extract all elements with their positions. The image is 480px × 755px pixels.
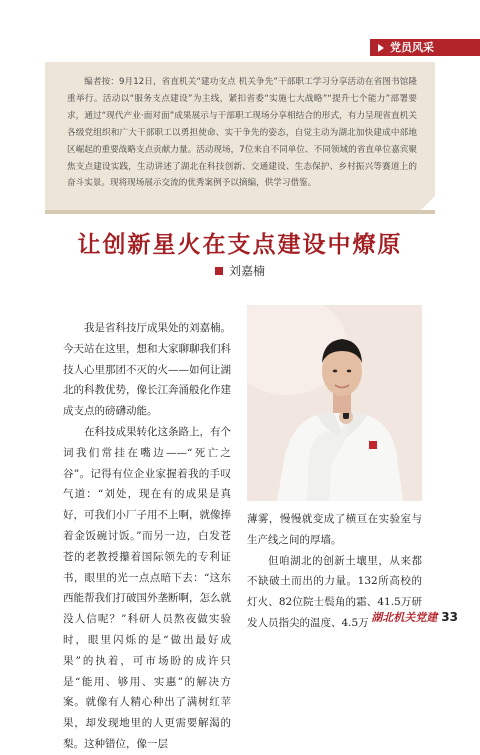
speaker-illustration [247,305,422,501]
section-label: 党员风采 [370,39,480,56]
page-footer [371,609,458,625]
article-left-column [63,318,231,755]
paragraph: 我是省科技厅成果处的刘嘉楠。今天站在这里，想和大家聊聊我们科技人心里那团不灭的火——如何让湖北的科教优势，像长江奔涌般化作建成支点的磅礴动能。 [63,322,231,418]
paragraph: 但咱湖北的创新土壤里，从来都不缺破土而出的力量。132所高校的灯火、82位院士鬓角的霜、41.5万研发人员指尖的温度、4.5万 [247,554,422,629]
author-line [0,262,480,279]
author-name: 刘嘉楠 [228,264,265,278]
paragraph: 在科技成果转化这条路上，有个词我们常挂在嘴边——“死亡之谷”。记得有位企业家握着我的手叹气道：“刘处，现在有的成果是真好，可我们小厂子用不上啊，就像捧着金饭碗讨饭。”而另一边，白发苍苍的老教授攥着国际领先的专利证书，眼里的光一点点暗下去：“这东西能帮我们打破国外垄断啊，怎么就没人信呢？”科研人员熬夜做实验时，眼里闪烁的是“做出最好成果”的执着，可市场盼的成许只是“能用、够用、实惠”的解决方案。就像有人精心种出了满树红苹果，却发现地里的人更需要解渴的梨。这种错位，像一层 [63,425,231,750]
paragraph: 薄雾，慢慢就变成了横亘在实验室与生产线之间的厚墙。 [247,513,422,546]
editor-note-text: 编者按：9月12日，省直机关“建功支点 机关争先”干部职工学习分享活动在省图书馆隆重举行。活动以“服务支点建设”为主线，紧扣省委“实施七大战略”“提升七个能力”部署要求，通过“现代产业·面对面”成果展示与干部职工现场分享相结合的形式，有力呈现省直机关各级党组织和广大干部职工以勇担使命、实干争先的姿态，自觉主动为湖北加快建成中部地区崛起的重要战略支点贡献力量。活动现场，7位来自不同单位、不同领域的省直单位嘉宾聚焦支点建设实践，生动讲述了湖北在科技创新、交通建设、生态保护、乡村振兴等赛道上的奋斗实景。现将现场展示交流的优秀案例予以摘编，供学习借鉴。 [67,77,417,189]
page-number: 33 [441,610,458,624]
speaker-photo [247,305,422,501]
editor-note [45,62,435,210]
magazine-brand: 湖北机关党建 [371,611,438,624]
author-marker-icon [215,267,223,275]
article-title: 让创新星火在支点建设中燎原 [77,231,403,258]
